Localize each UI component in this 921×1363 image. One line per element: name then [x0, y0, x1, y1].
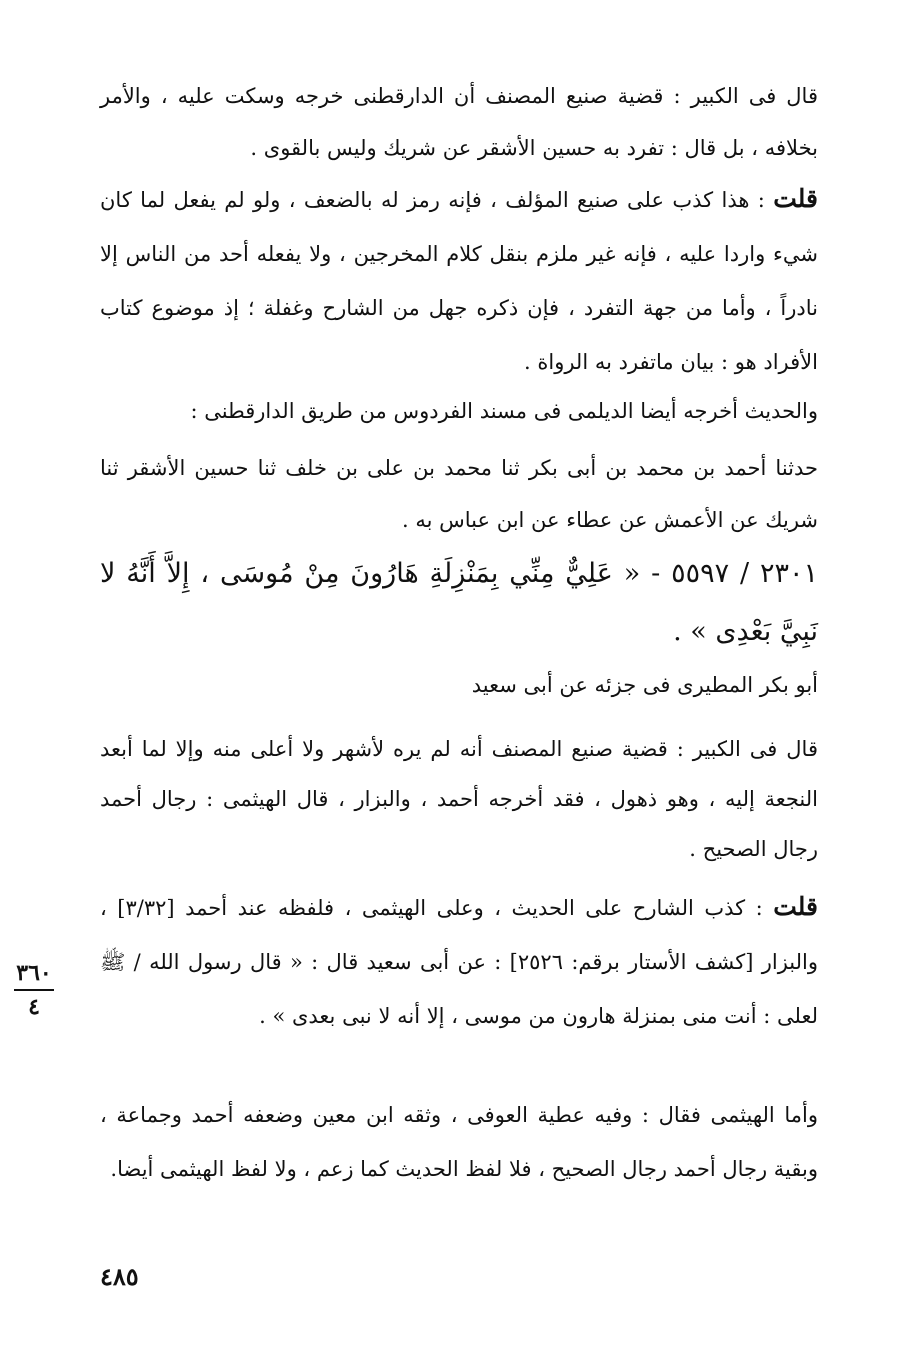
margin-ref-bottom: ٤ — [28, 994, 40, 1020]
qult-heading: قلت — [773, 892, 818, 921]
paragraph-6: قلت : كذب الشارح على الحديث ، وعلى الهيثمى ، فلفظه عند أحمد [٣/٣٢] ، والبزار [كشف الأستار برقم: ٢٥٢٦] : عن أبى سعيد قال : « قال رسول الله / ﷺ لعلى : أنت منى بمنزلة هارون من موسى ، إلا أنه لا نبى بعدى » . — [100, 892, 818, 1028]
paragraph-1: قال فى الكبير : قضية صنيع المصنف أن الدارقطنى خرجه وسكت عليه ، والأمر بخلافه ، بل قال : تفرد به حسين الأشقر عن شريك وليس بالقوى . — [100, 84, 818, 160]
margin-page-reference — [8, 960, 60, 1020]
qult-heading: قلت — [773, 184, 818, 213]
paragraph-2: قلت : هذا كذب على صنيع المؤلف ، فإنه رمز له بالضعف ، ولو لم يفعل لما كان شيء واردا عليه ، فإنه غير ملزم بنقل كلام المخرجين ، ولا يفعله أحد من الناس إلا نادراً ، وأما من جهة التفرد ، فإن ذكره جهل من الشارح وغفلة ؛ إذ موضوع كتاب الأفراد هو : بيان ماتفرد به الرواة . — [100, 184, 818, 374]
hadith-text: ٢٣٠١ / ٥٥٩٧ - « عَلِيٌّ مِنِّي بِمَنْزِلَةِ هَارُونَ مِنْ مُوسَى ، إِلاَّ أَنَّهُ لا نَبِيَّ بَعْدِى » . — [100, 558, 818, 647]
paragraph-3: والحديث أخرجه أيضا الديلمى فى مسند الفردوس من طريق الدارقطنى : — [190, 399, 818, 423]
paragraph-5: قال فى الكبير : قضية صنيع المصنف أنه لم يره لأشهر ولا أعلى منه وإلا لما أبعد النجعة إليه ، وهو ذهول ، فقد أخرجه أحمد ، والبزار ، قال الهيثمى : رجال أحمد رجال الصحيح . — [100, 737, 818, 861]
paragraph-4: حدثنا أحمد بن محمد بن أبى بكر ثنا محمد بن على بن خلف ثنا حسين الأشقر ثنا شريك عن الأعمش عن عطاء عن ابن عباس به . — [100, 456, 818, 532]
margin-ref-top: ٣٦٠ — [16, 960, 52, 986]
paragraph-7: وأما الهيثمى فقال : وفيه عطية العوفى ، وثقه ابن معين وضعفه أحمد وجماعة ، وبقية رجال أحمد رجال الصحيح ، فلا لفظ الحديث كما زعم ، ولا لفظ الهيثمى أيضا. — [100, 1103, 818, 1181]
page-number: ٤٨٥ — [100, 1262, 139, 1291]
margin-ref-divider — [14, 989, 54, 991]
hadith-source: أبو بكر المطيرى فى جزئه عن أبى سعيد — [471, 673, 818, 697]
